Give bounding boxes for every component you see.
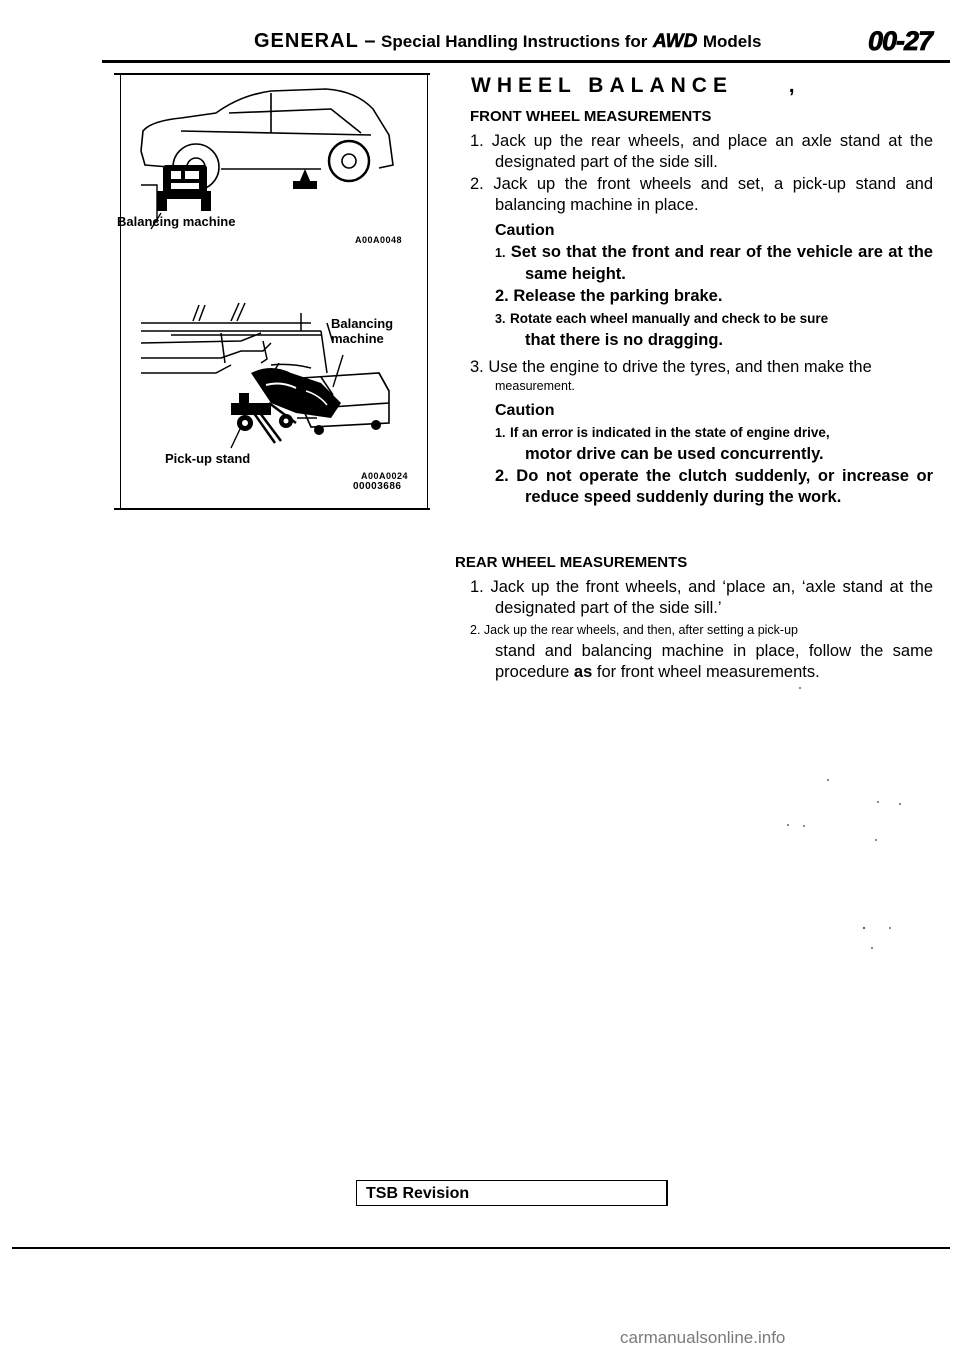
caution-2-item-1a: 1. If an error is indicated in the state of engine drive, xyxy=(495,425,830,440)
rear-step-2a: 2. Jack up the rear wheels, and then, after setting a pick-up xyxy=(470,623,798,637)
rear-wheel-heading: REAR WHEEL MEASUREMENTS xyxy=(455,554,688,571)
car-on-balancer-illustration xyxy=(121,73,427,509)
front-wheel-heading: FRONT WHEEL MEASUREMENTS xyxy=(470,108,712,125)
front-step-1: 1. Jack up the rear wheels, and place an axle stand at the designated part of the side sill. xyxy=(470,132,933,171)
caution-2-item-2: 2. Do not operate the clutch suddenly, or increase or reduce speed suddenly during the work. xyxy=(495,467,933,506)
header-rule xyxy=(102,60,950,63)
caution-1-item-3b: that there is no dragging. xyxy=(525,331,724,349)
caution-1-item-2: 2. Release the parking brake. xyxy=(495,287,723,305)
caution-1-item-1: 1. Set so that the front and rear of the vehicle are at the same height. xyxy=(495,243,933,283)
tsb-revision-box xyxy=(356,1180,668,1206)
figure-label-machine: machine xyxy=(331,331,384,346)
header-title-post: Models xyxy=(702,32,762,51)
caution-label-2: Caution xyxy=(495,402,555,419)
front-step-3b: measurement. xyxy=(495,379,575,393)
figure-label-pickup-stand: Pick-up stand xyxy=(165,451,251,466)
caution-1-item-3a: 3. Rotate each wheel manually and check to be sure xyxy=(495,311,829,326)
heading-comma: , xyxy=(788,74,801,97)
figure-code-bottom-2: 00003686 xyxy=(353,481,402,492)
header-awd-logo: AWD xyxy=(652,31,698,52)
rear-step-1: 1. Jack up the front wheels, and ‘place an, ‘axle stand at the designated part of the side sill.’ xyxy=(470,578,933,617)
header-title-pre: Special Handling Instructions for xyxy=(381,32,648,51)
rear-step-2b: stand and balancing machine in place, follow the same procedure as for front wheel measurements. xyxy=(495,642,933,681)
watermark: carmanualsonline.info xyxy=(620,1328,786,1347)
figure-code-bottom-1: A00A0024 xyxy=(361,471,409,481)
page-number: 00-27 xyxy=(868,26,933,56)
scan-specks xyxy=(780,680,920,960)
header-dash: – xyxy=(364,30,376,52)
caution-2-item-1b: motor drive can be used concurrently. xyxy=(525,445,824,463)
illustration-frame xyxy=(117,73,428,509)
tsb-revision-label: TSB Revision xyxy=(366,1185,470,1202)
content-column xyxy=(455,74,933,684)
figure-label-balancing-machine: Balancing machine xyxy=(117,214,236,229)
section-heading: WHEEL BALANCE , xyxy=(471,74,801,97)
front-step-3a: 3. Use the engine to drive the tyres, and then make the xyxy=(470,358,872,376)
footer-rule xyxy=(12,1247,950,1249)
caution-label-1: Caution xyxy=(495,222,555,239)
page-header-title xyxy=(254,30,761,53)
figure-code-top: A00A0048 xyxy=(355,235,403,245)
figure-label-balancing: Balancing xyxy=(331,316,394,331)
front-step-2: 2. Jack up the front wheels and set, a pick-up stand and balancing machine in place. xyxy=(470,175,933,214)
header-section: GENERAL xyxy=(254,30,359,52)
